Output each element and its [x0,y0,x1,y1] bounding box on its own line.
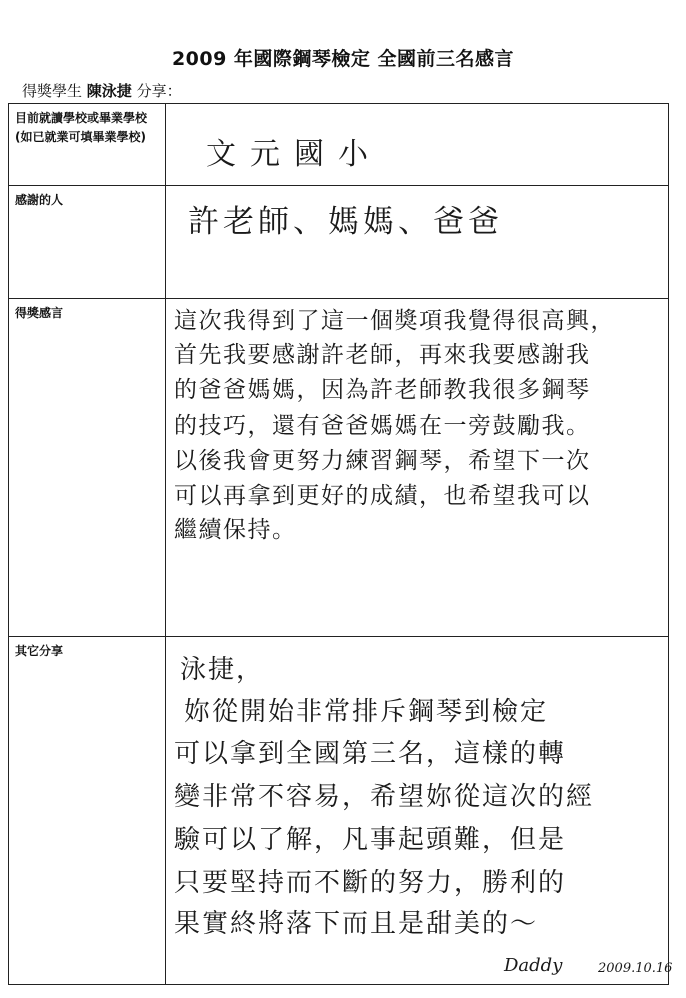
thanks-value: 許老師、媽媽、爸爸 [188,204,503,240]
other-label: 其它分享 [9,637,166,984]
speech-label: 得獎感言 [9,299,166,636]
other-line: 妳從開始非常排斥鋼琴到檢定 [184,697,549,727]
testimonial-form [8,103,673,985]
speech-field [166,299,668,636]
other-line: 驗可以了解，凡事起頭難，但是 [174,825,567,855]
speech-line: 以後我會更努力練習鋼琴，希望下一次 [174,448,591,474]
speech-line: 首先我要感謝許老師，再來我要感謝我 [174,342,591,368]
school-label: 目前就讀學校或畢業學校(如已就業可填畢業學校) [9,104,166,185]
other-line: 變非常不容易，希望妳從這次的經 [174,782,595,812]
thanks-row [9,186,668,299]
speech-line: 繼續保持。 [174,517,297,543]
other-line: 可以拿到全國第三名，這樣的轉 [174,739,567,769]
signature-date: 2009.10.16 [598,961,673,976]
school-row [9,104,668,186]
speech-line: 的爸爸媽媽，因為許老師教我很多鋼琴 [174,377,591,403]
speech-line: 這次我得到了這一個獎項我覺得很高興， [174,308,615,334]
student-prefix: 得獎學生 [22,82,83,100]
other-line: 泳捷， [180,655,265,685]
other-line: 只要堅持而不斷的努力，勝利的 [174,868,567,898]
student-suffix: 分享： [136,82,182,100]
signature: Daddy [504,955,563,976]
thanks-field [166,186,668,298]
thanks-label: 感謝的人 [9,186,166,298]
student-name: 陳泳捷 [86,82,132,100]
other-field [166,637,673,984]
other-line: 果實終將落下而且是甜美的～ [174,909,539,939]
page-title: 2009 年國際鋼琴檢定 全國前三名感言 [171,48,515,70]
student-line [22,80,182,101]
school-value: 文元國小 [206,137,382,172]
speech-line: 的技巧，還有爸爸媽媽在一旁鼓勵我。 [174,413,591,439]
other-row [9,637,673,984]
speech-line: 可以再拿到更好的成績，也希望我可以 [174,483,591,509]
school-field [166,104,668,185]
speech-row [9,299,668,637]
